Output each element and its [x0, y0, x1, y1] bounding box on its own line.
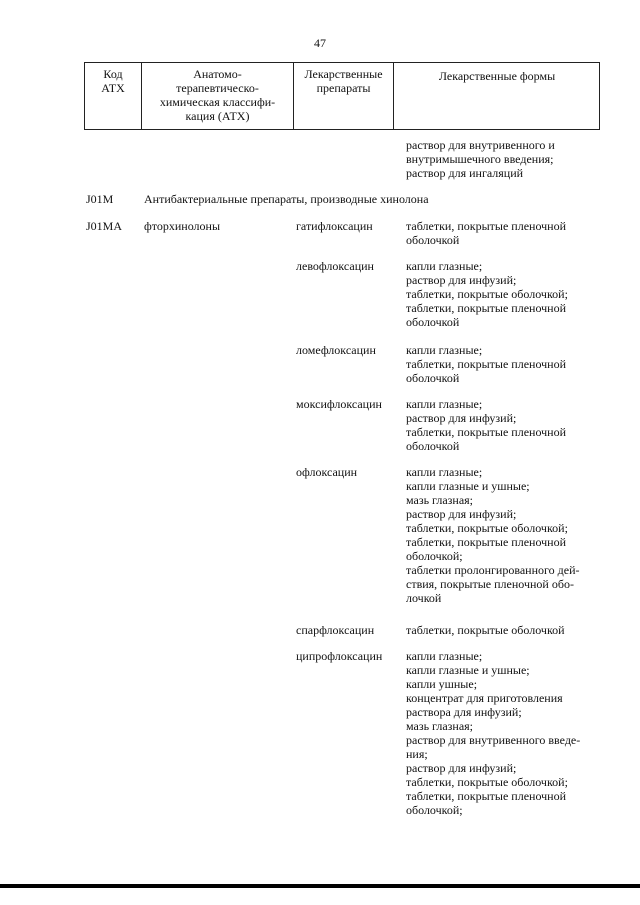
subgroup-name: фторхинолоны [144, 219, 221, 233]
page-bottom-rule [0, 884, 640, 888]
group-name: Антибактериальные препараты, производные хинолона [144, 192, 429, 206]
header-dosage-forms: Лекарственные формы [438, 69, 556, 83]
drug-name: левофлоксацин [296, 259, 374, 273]
drug-forms: капли глазные; таблетки, покрытые пленочной оболочкой [406, 343, 567, 385]
drug-name: офлоксацин [296, 465, 358, 479]
drug-name: ципрофлоксацин [296, 649, 383, 663]
drug-name: моксифлоксацин [296, 397, 382, 411]
page-number: 47 [314, 36, 326, 50]
drug-name: спарфлоксацин [296, 623, 375, 637]
drug-name: гатифлоксацин [296, 219, 373, 233]
drug-forms: капли глазные; раствор для инфузий; таблетки, покрытые оболочкой; таблетки, покрытые пленочной оболочкой [406, 259, 568, 329]
drug-forms: таблетки, покрытые пленочной оболочкой [406, 219, 567, 247]
header-atc-classification: Анатомо- терапевтическо- химическая классифи- кация (АТХ) [159, 67, 276, 123]
drug-name: ломефлоксацин [296, 343, 376, 357]
header-code: Код АТХ [101, 67, 125, 95]
drug-forms: таблетки, покрытые оболочкой [406, 623, 565, 637]
drug-forms: капли глазные; капли глазные и ушные; капли ушные; концентрат для приготовления раствора для инфузий; мазь глазная; раствор для внутривенного введе- ния; раствор для инфузий; таблетки, покрытые оболочкой; таблетки, покрытые пленочной оболочкой; [406, 649, 581, 817]
continuation-forms: раствор для внутривенного и внутримышечного введения; раствор для ингаляций [406, 138, 555, 180]
subgroup-code: J01MA [86, 219, 123, 233]
header-drugs: Лекарственные препараты [304, 67, 383, 95]
drug-forms: капли глазные; раствор для инфузий; таблетки, покрытые пленочной оболочкой [406, 397, 567, 453]
drug-forms: капли глазные; капли глазные и ушные; мазь глазная; раствор для инфузий; таблетки, покрытые оболочкой; таблетки, покрытые пленочной оболочкой; таблетки пролонгированного дей- ствия, покрытые пленочной обо- лочкой [406, 465, 580, 605]
group-code: J01M [86, 192, 114, 206]
table-header [84, 62, 600, 130]
